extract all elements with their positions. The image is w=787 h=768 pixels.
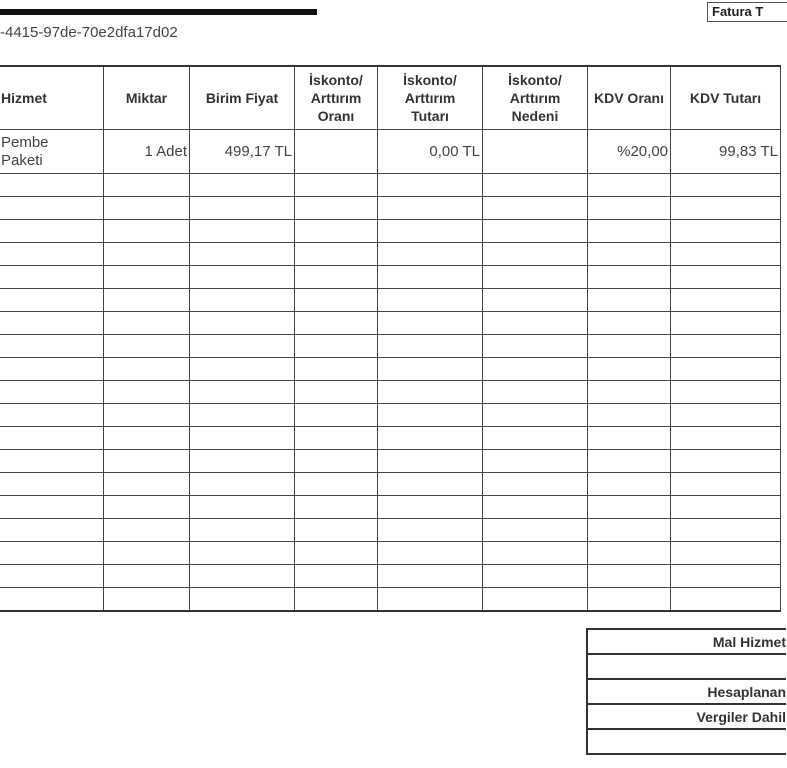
empty-cell xyxy=(671,335,781,358)
empty-cell xyxy=(483,519,588,542)
table-header-row xyxy=(0,66,781,130)
line-items-table xyxy=(0,65,781,612)
empty-cell xyxy=(483,404,588,427)
col-header-kdv-tutari: KDV Tutarı xyxy=(671,66,781,130)
empty-cell xyxy=(295,312,378,335)
empty-cell xyxy=(0,565,104,588)
empty-cell xyxy=(483,588,588,612)
empty-cell xyxy=(671,289,781,312)
totals-row xyxy=(587,629,786,654)
empty-cell xyxy=(295,220,378,243)
empty-cell xyxy=(104,312,190,335)
empty-cell xyxy=(0,289,104,312)
empty-cell xyxy=(588,197,671,220)
empty-table-row xyxy=(0,473,781,496)
empty-cell xyxy=(588,542,671,565)
empty-cell xyxy=(190,220,295,243)
empty-cell xyxy=(671,473,781,496)
empty-cell xyxy=(671,358,781,381)
empty-cell xyxy=(378,542,483,565)
empty-cell xyxy=(588,220,671,243)
empty-cell xyxy=(378,220,483,243)
totals-row xyxy=(587,729,786,754)
empty-cell xyxy=(295,565,378,588)
empty-cell xyxy=(588,565,671,588)
empty-cell xyxy=(104,381,190,404)
empty-cell xyxy=(0,404,104,427)
empty-cell xyxy=(671,381,781,404)
empty-table-row xyxy=(0,565,781,588)
empty-cell xyxy=(190,427,295,450)
empty-cell xyxy=(0,496,104,519)
empty-cell xyxy=(0,243,104,266)
empty-cell xyxy=(378,312,483,335)
empty-cell xyxy=(671,404,781,427)
empty-cell xyxy=(671,519,781,542)
empty-cell xyxy=(483,473,588,496)
empty-cell xyxy=(378,565,483,588)
cell-birim-fiyat: 499,17 TL xyxy=(190,130,295,174)
empty-cell xyxy=(483,197,588,220)
empty-cell xyxy=(190,243,295,266)
empty-cell xyxy=(671,542,781,565)
empty-cell xyxy=(295,496,378,519)
empty-cell xyxy=(588,519,671,542)
header-rule xyxy=(0,9,317,15)
empty-cell xyxy=(588,473,671,496)
empty-table-row xyxy=(0,588,781,612)
empty-cell xyxy=(295,266,378,289)
empty-cell xyxy=(378,243,483,266)
totals-label xyxy=(587,654,786,679)
empty-cell xyxy=(483,220,588,243)
empty-cell xyxy=(378,404,483,427)
empty-table-row xyxy=(0,220,781,243)
empty-cell xyxy=(295,542,378,565)
empty-cell xyxy=(671,197,781,220)
empty-cell xyxy=(671,174,781,197)
empty-cell xyxy=(295,588,378,612)
empty-cell xyxy=(671,312,781,335)
empty-cell xyxy=(588,427,671,450)
totals-label: Vergiler Dahil xyxy=(587,704,786,729)
empty-table-row xyxy=(0,197,781,220)
empty-cell xyxy=(378,519,483,542)
empty-cell xyxy=(0,450,104,473)
empty-cell xyxy=(671,588,781,612)
empty-cell xyxy=(0,473,104,496)
empty-cell xyxy=(0,588,104,612)
empty-cell xyxy=(588,381,671,404)
empty-cell xyxy=(483,312,588,335)
empty-cell xyxy=(671,243,781,266)
empty-cell xyxy=(295,358,378,381)
empty-cell xyxy=(104,358,190,381)
empty-cell xyxy=(588,588,671,612)
empty-cell xyxy=(0,381,104,404)
empty-cell xyxy=(295,473,378,496)
empty-cell xyxy=(671,220,781,243)
empty-table-row xyxy=(0,404,781,427)
empty-cell xyxy=(104,289,190,312)
empty-cell xyxy=(483,174,588,197)
empty-cell xyxy=(671,565,781,588)
empty-cell xyxy=(295,404,378,427)
empty-cell xyxy=(483,358,588,381)
empty-table-row xyxy=(0,496,781,519)
empty-cell xyxy=(588,358,671,381)
empty-cell xyxy=(588,404,671,427)
empty-cell xyxy=(295,427,378,450)
empty-cell xyxy=(483,427,588,450)
empty-cell xyxy=(0,519,104,542)
empty-cell xyxy=(190,197,295,220)
cell-kdv-tutari: 99,83 TL xyxy=(671,130,781,174)
totals-label xyxy=(587,729,786,754)
empty-cell xyxy=(190,588,295,612)
empty-cell xyxy=(0,312,104,335)
empty-cell xyxy=(378,473,483,496)
empty-cell xyxy=(104,565,190,588)
cell-miktar: 1 Adet xyxy=(104,130,190,174)
empty-cell xyxy=(483,243,588,266)
totals-row xyxy=(587,679,786,704)
empty-cell xyxy=(104,427,190,450)
empty-cell xyxy=(588,289,671,312)
empty-cell xyxy=(104,220,190,243)
empty-cell xyxy=(295,174,378,197)
empty-cell xyxy=(378,335,483,358)
empty-cell xyxy=(190,473,295,496)
col-header-miktar: Miktar xyxy=(104,66,190,130)
empty-cell xyxy=(104,473,190,496)
empty-table-row xyxy=(0,519,781,542)
empty-cell xyxy=(0,174,104,197)
empty-cell xyxy=(295,289,378,312)
cell-description: Pembe Paketi xyxy=(0,130,104,174)
empty-cell xyxy=(190,289,295,312)
empty-table-row xyxy=(0,542,781,565)
table-row xyxy=(0,130,781,174)
empty-table-row xyxy=(0,243,781,266)
empty-cell xyxy=(295,243,378,266)
empty-cell xyxy=(483,289,588,312)
empty-cell xyxy=(0,266,104,289)
empty-table-row xyxy=(0,335,781,358)
empty-cell xyxy=(378,197,483,220)
empty-cell xyxy=(588,450,671,473)
empty-cell xyxy=(295,450,378,473)
empty-cell xyxy=(190,404,295,427)
empty-cell xyxy=(190,381,295,404)
empty-cell xyxy=(104,496,190,519)
empty-cell xyxy=(588,174,671,197)
empty-cell xyxy=(104,335,190,358)
invoice-type-label: Fatura T xyxy=(712,4,764,19)
empty-cell xyxy=(378,450,483,473)
empty-cell xyxy=(588,335,671,358)
empty-cell xyxy=(378,358,483,381)
empty-cell xyxy=(483,542,588,565)
empty-cell xyxy=(378,289,483,312)
empty-table-row xyxy=(0,174,781,197)
col-header-birim-fiyat: Birim Fiyat xyxy=(190,66,295,130)
empty-cell xyxy=(588,496,671,519)
empty-table-row xyxy=(0,266,781,289)
empty-table-row xyxy=(0,450,781,473)
empty-cell xyxy=(588,266,671,289)
empty-cell xyxy=(190,358,295,381)
invoice-type-box xyxy=(707,2,787,22)
empty-cell xyxy=(104,266,190,289)
col-header-kdv-orani: KDV Oranı xyxy=(588,66,671,130)
col-header-hizmet: Hizmet xyxy=(0,66,104,130)
empty-cell xyxy=(104,404,190,427)
totals-label: Hesaplanan xyxy=(587,679,786,704)
empty-cell xyxy=(295,519,378,542)
empty-cell xyxy=(190,312,295,335)
empty-cell xyxy=(483,381,588,404)
cell-iskonto-nedeni xyxy=(483,130,588,174)
empty-cell xyxy=(483,565,588,588)
col-header-iskonto-nedeni: İskonto/ Arttırım Nedeni xyxy=(483,66,588,130)
empty-table-row xyxy=(0,289,781,312)
empty-cell xyxy=(104,588,190,612)
empty-cell xyxy=(483,496,588,519)
empty-table-row xyxy=(0,358,781,381)
empty-cell xyxy=(671,496,781,519)
empty-cell xyxy=(483,266,588,289)
empty-cell xyxy=(104,197,190,220)
empty-cell xyxy=(483,335,588,358)
empty-table-row xyxy=(0,381,781,404)
col-header-iskonto-orani: İskonto/ Arttırım Oranı xyxy=(295,66,378,130)
empty-cell xyxy=(0,358,104,381)
invoice-uuid: -4415-97de-70e2dfa17d02 xyxy=(0,24,178,41)
empty-cell xyxy=(190,266,295,289)
empty-table-row xyxy=(0,312,781,335)
empty-cell xyxy=(671,266,781,289)
empty-cell xyxy=(0,197,104,220)
empty-cell xyxy=(588,312,671,335)
empty-cell xyxy=(104,450,190,473)
empty-cell xyxy=(104,243,190,266)
empty-cell xyxy=(104,519,190,542)
empty-cell xyxy=(190,335,295,358)
empty-cell xyxy=(378,427,483,450)
empty-table-row xyxy=(0,427,781,450)
empty-cell xyxy=(0,427,104,450)
empty-cell xyxy=(378,588,483,612)
empty-cell xyxy=(378,496,483,519)
totals-row xyxy=(587,654,786,679)
cell-kdv-orani: %20,00 xyxy=(588,130,671,174)
empty-cell xyxy=(671,450,781,473)
empty-cell xyxy=(190,450,295,473)
totals-label: Mal Hizmet xyxy=(587,629,786,654)
empty-cell xyxy=(378,266,483,289)
empty-cell xyxy=(295,381,378,404)
empty-rows xyxy=(0,174,781,612)
cell-iskonto-orani xyxy=(295,130,378,174)
empty-cell xyxy=(0,542,104,565)
empty-cell xyxy=(190,174,295,197)
empty-cell xyxy=(104,174,190,197)
empty-cell xyxy=(104,542,190,565)
cell-iskonto-tutari: 0,00 TL xyxy=(378,130,483,174)
empty-cell xyxy=(483,450,588,473)
empty-cell xyxy=(0,220,104,243)
totals-table xyxy=(586,628,786,755)
empty-cell xyxy=(0,335,104,358)
col-header-iskonto-tutari: İskonto/ Arttırım Tutarı xyxy=(378,66,483,130)
empty-cell xyxy=(190,565,295,588)
empty-cell xyxy=(378,381,483,404)
empty-cell xyxy=(588,243,671,266)
empty-cell xyxy=(295,335,378,358)
empty-cell xyxy=(190,496,295,519)
empty-cell xyxy=(190,519,295,542)
totals-row xyxy=(587,704,786,729)
empty-cell xyxy=(295,197,378,220)
empty-cell xyxy=(190,542,295,565)
empty-cell xyxy=(671,427,781,450)
empty-cell xyxy=(378,174,483,197)
